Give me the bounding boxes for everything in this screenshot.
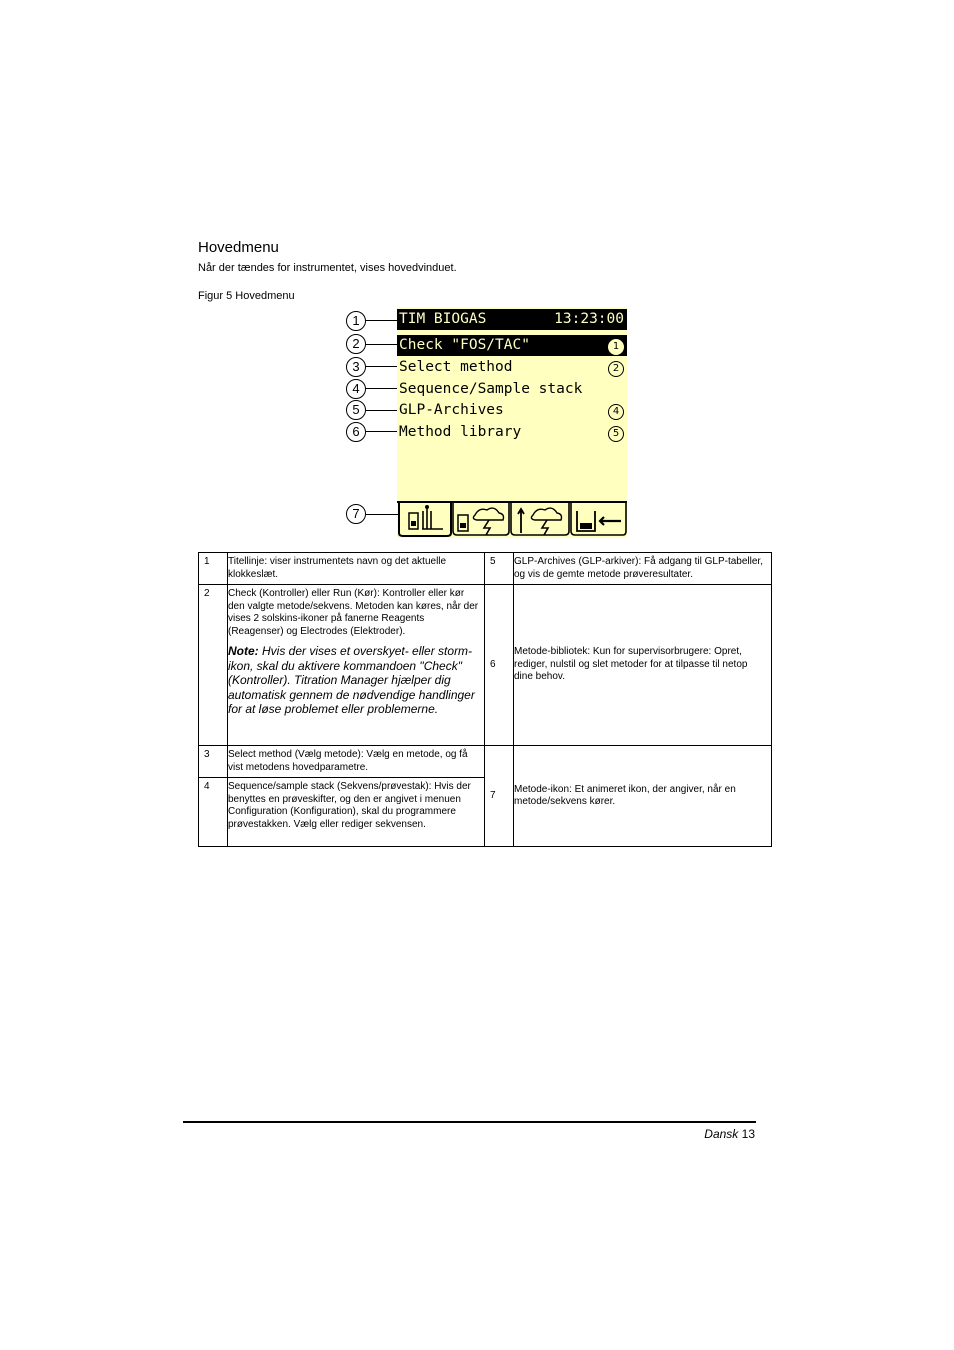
callout-leader (366, 366, 397, 367)
menu-item-check[interactable] (397, 335, 627, 356)
lcd-screen (397, 307, 627, 538)
callout-leader (366, 320, 397, 321)
menu-item-label: Select method (399, 359, 513, 375)
footer-language: Dansk (704, 1127, 739, 1141)
beaker-arrow-icon[interactable] (571, 503, 626, 535)
legend-num: 4 (199, 778, 228, 847)
callout-leader (366, 514, 400, 515)
intro-text: Når der tændes for instrumentet, vises hovedvinduet. (198, 262, 457, 274)
tab-bar (397, 501, 627, 538)
menu-item-glp-archives[interactable] (397, 400, 627, 421)
page-number: 13 (741, 1127, 755, 1141)
electrodes-storm-icon[interactable] (511, 503, 569, 535)
callout-4: 4 (346, 379, 366, 399)
callout-1: 1 (346, 311, 366, 331)
table-row (199, 746, 772, 778)
key-1-icon: 1 (608, 339, 624, 355)
legend-num: 3 (199, 746, 228, 778)
title-bar (397, 309, 627, 330)
note: Note: Hvis der vises et overskyet- eller storm-ikon, skal du aktivere kommandoen "Check" (Kontroller). Titration Manager hjælper dig automatisk gennem de nødvendige handlinger for at løse problemet eller problemerne. (228, 644, 475, 716)
callout-3: 3 (346, 357, 366, 377)
menu-item-select-method[interactable] (397, 357, 627, 378)
key-4-icon: 4 (608, 404, 624, 420)
legend-num: 2 (199, 585, 228, 746)
legend-num: 1 (199, 553, 228, 585)
legend-item-glp-archives: GLP-Archives (GLP-arkiver): Få adgang til GLP-tabeller, og vis de gemte metode prøveresultater. (514, 553, 772, 585)
legend-item-method-icon: Metode-ikon: Et animeret ikon, der angiver, når en metode/sekvens kører. (514, 746, 772, 847)
clock: 13:23:00 (554, 311, 624, 327)
footer-rule (183, 1121, 756, 1123)
key-2-icon: 2 (608, 361, 624, 377)
menu-item-label: Method library (399, 424, 522, 440)
menu-item-sequence[interactable] (397, 379, 627, 400)
legend-item-select-method: Select method (Vælg metode): Vælg en metode, og få vist metodens hovedparametre. (228, 746, 485, 778)
key-5-icon: 5 (608, 426, 624, 442)
callout-2: 2 (346, 334, 366, 354)
section-title: Hovedmenu (198, 239, 279, 256)
menu-item-method-library[interactable] (397, 422, 627, 443)
callout-6: 6 (346, 422, 366, 442)
table-row (199, 585, 772, 746)
legend-item-title-bar: Titellinje: viser instrumentets navn og det aktuelle klokkeslæt. (228, 553, 485, 585)
callout-7: 7 (346, 504, 366, 524)
legend-num: 7 (485, 746, 514, 847)
legend-num: 6 (485, 585, 514, 746)
callout-leader (366, 388, 397, 389)
page-footer (704, 1127, 755, 1141)
menu-item-label: Sequence/Sample stack (399, 381, 583, 397)
legend-item-sequence: Sequence/sample stack (Sekvens/prøvestak): Hvis der benyttes en prøveskifter, og den er angivet i menuen Configuration (Konfiguration), skal du programmere prøvestakken. Vælg eller rediger sekvensen. (228, 778, 485, 847)
menu-item-label: Check "FOS/TAC" (399, 337, 530, 353)
reagents-storm-icon[interactable] (453, 503, 509, 535)
figure-caption: Figur 5 Hovedmenu (198, 290, 295, 302)
callout-leader (366, 410, 397, 411)
method-icon[interactable] (399, 503, 451, 536)
legend-item-check-run: Check (Kontroller) eller Run (Kør): Kontroller eller kør den valgte metode/sekvens. Metoden kan køres, når der vises 2 solskins-ikoner på fanerne Reagents (Reagenser) og Electrodes (Elektroder). Note: Hvis der vises et overskyet- eller storm-ikon, skal du aktivere kommandoen "Check" (Kontroller). Titration Manager hjælper dig automatisk gennem de nødvendige handlinger for at løse problemet eller problemerne. (228, 585, 485, 746)
callout-leader (366, 344, 397, 345)
callout-leader (366, 431, 397, 432)
table-row (199, 553, 772, 585)
menu-item-label: GLP-Archives (399, 402, 504, 418)
callout-5: 5 (346, 400, 366, 420)
legend-item-method-library: Metode-bibliotek: Kun for supervisorbrugere: Opret, rediger, nulstil og slet metoder for at tilpasse til netop dine behov. (514, 585, 772, 746)
legend-table (198, 552, 772, 847)
legend-num: 5 (485, 553, 514, 585)
instrument-name: TIM BIOGAS (399, 311, 487, 327)
